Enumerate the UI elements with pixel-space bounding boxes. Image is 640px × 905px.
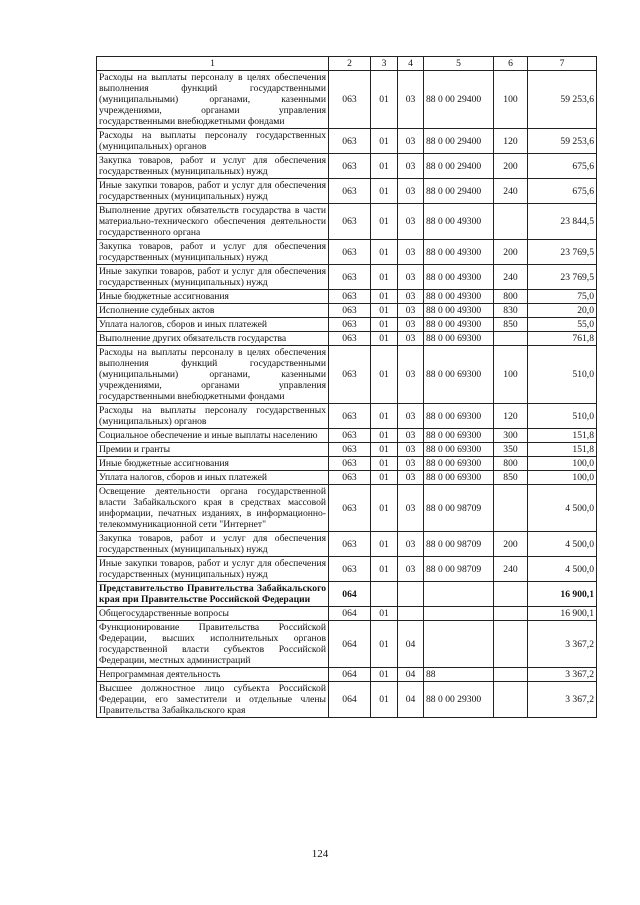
table-row: [97, 332, 597, 346]
cell-target-article: 88 0 00 49300: [424, 265, 494, 290]
cell-ministry-code: 063: [329, 471, 371, 485]
cell-subsection: 04: [398, 668, 424, 682]
cell-target-article: 88 0 00 49300: [424, 304, 494, 318]
cell-target-article: [424, 621, 494, 668]
table-row: [97, 204, 597, 240]
cell-target-article: 88 0 00 49300: [424, 204, 494, 240]
budget-table-page: [96, 56, 596, 718]
cell-ministry-code: 064: [329, 668, 371, 682]
cell-ministry-code: 064: [329, 682, 371, 718]
cell-section: 01: [371, 429, 398, 443]
cell-expense-type: 200: [494, 532, 528, 557]
cell-section: 01: [371, 332, 398, 346]
cell-name: Расходы на выплаты персоналу государственных (муниципальных) органов: [97, 129, 329, 154]
table-row: [97, 607, 597, 621]
cell-name: Расходы на выплаты персоналу государственных (муниципальных) органов: [97, 404, 329, 429]
cell-name: Уплата налогов, сборов и иных платежей: [97, 471, 329, 485]
cell-section: 01: [371, 71, 398, 129]
cell-expense-type: [494, 621, 528, 668]
cell-expense-type: [494, 607, 528, 621]
table-row: [97, 582, 597, 607]
cell-subsection: 04: [398, 682, 424, 718]
cell-ministry-code: 063: [329, 179, 371, 204]
cell-expense-type: 120: [494, 404, 528, 429]
cell-amount: 23 769,5: [528, 265, 597, 290]
cell-subsection: 03: [398, 485, 424, 532]
cell-ministry-code: 063: [329, 485, 371, 532]
cell-ministry-code: 063: [329, 346, 371, 404]
cell-name: Расходы на выплаты персоналу в целях обеспечения выполнения функций государственными (муниципальными) органами, казенными учреждениями, органами управления государственными внебюджетными фондами: [97, 71, 329, 129]
cell-section: 01: [371, 204, 398, 240]
cell-ministry-code: 063: [329, 318, 371, 332]
table-row: [97, 485, 597, 532]
cell-expense-type: 830: [494, 304, 528, 318]
table-row: [97, 429, 597, 443]
table-row: [97, 457, 597, 471]
cell-ministry-code: 063: [329, 457, 371, 471]
table-row: [97, 346, 597, 404]
cell-ministry-code: 063: [329, 290, 371, 304]
cell-section: 01: [371, 532, 398, 557]
cell-name: Иные бюджетные ассигнования: [97, 290, 329, 304]
cell-amount: 675,6: [528, 154, 597, 179]
cell-section: 01: [371, 443, 398, 457]
cell-section: 01: [371, 154, 398, 179]
cell-amount: 4 500,0: [528, 485, 597, 532]
cell-target-article: 88 0 00 69300: [424, 471, 494, 485]
cell-subsection: 03: [398, 179, 424, 204]
table-row: [97, 682, 597, 718]
table-row: [97, 240, 597, 265]
cell-target-article: 88 0 00 29400: [424, 129, 494, 154]
budget-table: [96, 56, 597, 718]
cell-ministry-code: 063: [329, 429, 371, 443]
cell-expense-type: 350: [494, 443, 528, 457]
header-col-4: 4: [398, 57, 424, 71]
cell-expense-type: 300: [494, 429, 528, 443]
cell-target-article: 88 0 00 69300: [424, 332, 494, 346]
cell-expense-type: 850: [494, 471, 528, 485]
cell-amount: 510,0: [528, 404, 597, 429]
cell-expense-type: [494, 668, 528, 682]
cell-subsection: 03: [398, 129, 424, 154]
cell-section: [371, 582, 398, 607]
cell-amount: 23 844,5: [528, 204, 597, 240]
cell-name: Премии и гранты: [97, 443, 329, 457]
cell-amount: 100,0: [528, 471, 597, 485]
cell-target-article: 88 0 00 49300: [424, 318, 494, 332]
cell-subsection: 03: [398, 346, 424, 404]
cell-target-article: 88 0 00 98709: [424, 485, 494, 532]
cell-subsection: 03: [398, 532, 424, 557]
cell-ministry-code: 063: [329, 71, 371, 129]
cell-ministry-code: 063: [329, 557, 371, 582]
cell-name: Иные закупки товаров, работ и услуг для обеспечения государственных (муниципальных) нужд: [97, 179, 329, 204]
cell-section: 01: [371, 304, 398, 318]
cell-name: Освещение деятельности органа государственной власти Забайкальского края в средствах массовой информации, печатных изданиях, в информационно-телекоммуникационной сети "Интернет": [97, 485, 329, 532]
cell-subsection: 03: [398, 557, 424, 582]
cell-section: 01: [371, 290, 398, 304]
cell-target-article: 88 0 00 69300: [424, 443, 494, 457]
cell-ministry-code: 063: [329, 240, 371, 265]
cell-section: 01: [371, 240, 398, 265]
cell-name: Закупка товаров, работ и услуг для обеспечения государственных (муниципальных) нужд: [97, 154, 329, 179]
cell-subsection: 03: [398, 457, 424, 471]
cell-target-article: 88 0 00 69300: [424, 346, 494, 404]
cell-amount: 151,8: [528, 429, 597, 443]
cell-name: Закупка товаров, работ и услуг для обеспечения государственных (муниципальных) нужд: [97, 532, 329, 557]
cell-name: Высшее должностное лицо субъекта Российской Федерации, его заместители и отдельные члены Правительства Забайкальского края: [97, 682, 329, 718]
cell-section: 01: [371, 346, 398, 404]
header-col-3: 3: [371, 57, 398, 71]
cell-name: Общегосударственные вопросы: [97, 607, 329, 621]
cell-target-article: 88 0 00 69300: [424, 429, 494, 443]
cell-ministry-code: 063: [329, 304, 371, 318]
cell-subsection: 04: [398, 621, 424, 668]
table-row: [97, 304, 597, 318]
cell-amount: 675,6: [528, 179, 597, 204]
table-row: [97, 532, 597, 557]
cell-amount: 4 500,0: [528, 557, 597, 582]
cell-expense-type: 240: [494, 265, 528, 290]
table-header-row: [97, 57, 597, 71]
cell-subsection: 03: [398, 304, 424, 318]
cell-amount: 100,0: [528, 457, 597, 471]
cell-subsection: 03: [398, 265, 424, 290]
cell-ministry-code: 063: [329, 532, 371, 557]
header-col-6: 6: [494, 57, 528, 71]
table-row: [97, 129, 597, 154]
cell-ministry-code: 064: [329, 607, 371, 621]
cell-section: 01: [371, 621, 398, 668]
cell-subsection: 03: [398, 404, 424, 429]
cell-amount: 151,8: [528, 443, 597, 457]
cell-expense-type: 800: [494, 290, 528, 304]
cell-amount: 75,0: [528, 290, 597, 304]
cell-subsection: 03: [398, 204, 424, 240]
cell-expense-type: 200: [494, 240, 528, 265]
cell-expense-type: [494, 204, 528, 240]
cell-amount: 59 253,6: [528, 71, 597, 129]
header-col-1: 1: [97, 57, 329, 71]
cell-target-article: 88 0 00 49300: [424, 240, 494, 265]
cell-amount: 510,0: [528, 346, 597, 404]
cell-expense-type: 240: [494, 179, 528, 204]
cell-subsection: 03: [398, 71, 424, 129]
cell-section: 01: [371, 471, 398, 485]
cell-amount: 16 900,1: [528, 607, 597, 621]
cell-expense-type: [494, 332, 528, 346]
cell-amount: 59 253,6: [528, 129, 597, 154]
cell-expense-type: [494, 682, 528, 718]
cell-section: 01: [371, 318, 398, 332]
cell-subsection: 03: [398, 240, 424, 265]
cell-target-article: [424, 607, 494, 621]
cell-expense-type: 200: [494, 154, 528, 179]
header-col-7: 7: [528, 57, 597, 71]
cell-subsection: [398, 582, 424, 607]
page-number: 124: [311, 848, 329, 860]
cell-name: Иные бюджетные ассигнования: [97, 457, 329, 471]
cell-amount: 23 769,5: [528, 240, 597, 265]
cell-name: Социальное обеспечение и иные выплаты населению: [97, 429, 329, 443]
cell-ministry-code: 064: [329, 621, 371, 668]
header-col-2: 2: [329, 57, 371, 71]
table-row: [97, 318, 597, 332]
cell-amount: 16 900,1: [528, 582, 597, 607]
cell-expense-type: 100: [494, 346, 528, 404]
cell-target-article: 88 0 00 29400: [424, 71, 494, 129]
cell-ministry-code: 063: [329, 332, 371, 346]
cell-expense-type: 800: [494, 457, 528, 471]
cell-subsection: 03: [398, 332, 424, 346]
cell-section: 01: [371, 557, 398, 582]
cell-target-article: 88 0 00 69300: [424, 404, 494, 429]
cell-ministry-code: 063: [329, 154, 371, 179]
cell-ministry-code: 063: [329, 265, 371, 290]
cell-ministry-code: 063: [329, 443, 371, 457]
cell-ministry-code: 064: [329, 582, 371, 607]
cell-section: 01: [371, 179, 398, 204]
cell-target-article: 88 0 00 29400: [424, 154, 494, 179]
cell-target-article: 88 0 00 69300: [424, 457, 494, 471]
table-row: [97, 179, 597, 204]
cell-target-article: 88: [424, 668, 494, 682]
cell-subsection: [398, 607, 424, 621]
cell-section: 01: [371, 668, 398, 682]
cell-name: Уплата налогов, сборов и иных платежей: [97, 318, 329, 332]
cell-amount: 3 367,2: [528, 682, 597, 718]
cell-section: 01: [371, 404, 398, 429]
cell-amount: 3 367,2: [528, 668, 597, 682]
cell-section: 01: [371, 265, 398, 290]
cell-target-article: 88 0 00 29400: [424, 179, 494, 204]
cell-name: Иные закупки товаров, работ и услуг для обеспечения государственных (муниципальных) нужд: [97, 557, 329, 582]
cell-name: Закупка товаров, работ и услуг для обеспечения государственных (муниципальных) нужд: [97, 240, 329, 265]
cell-section: 01: [371, 682, 398, 718]
cell-name: Непрограммная деятельность: [97, 668, 329, 682]
cell-name: Выполнение других обязательств государства в части материально-технического обеспечения деятельности государственного органа: [97, 204, 329, 240]
cell-name: Представительство Правительства Забайкальского края при Правительстве Российской Федерации: [97, 582, 329, 607]
cell-subsection: 03: [398, 318, 424, 332]
cell-ministry-code: 063: [329, 129, 371, 154]
cell-name: Расходы на выплаты персоналу в целях обеспечения выполнения функций государственными (муниципальными) органами, казенными учреждениями, органами управления государственными внебюджетными фондами: [97, 346, 329, 404]
table-row: [97, 668, 597, 682]
cell-section: 01: [371, 129, 398, 154]
table-row: [97, 443, 597, 457]
cell-section: 01: [371, 457, 398, 471]
cell-amount: 3 367,2: [528, 621, 597, 668]
cell-amount: 4 500,0: [528, 532, 597, 557]
cell-subsection: 03: [398, 154, 424, 179]
cell-target-article: 88 0 00 29300: [424, 682, 494, 718]
cell-subsection: 03: [398, 429, 424, 443]
cell-amount: 761,8: [528, 332, 597, 346]
table-row: [97, 557, 597, 582]
cell-expense-type: [494, 485, 528, 532]
cell-expense-type: 240: [494, 557, 528, 582]
cell-ministry-code: 063: [329, 204, 371, 240]
cell-section: 01: [371, 485, 398, 532]
cell-subsection: 03: [398, 443, 424, 457]
cell-amount: 55,0: [528, 318, 597, 332]
cell-expense-type: 850: [494, 318, 528, 332]
table-row: [97, 154, 597, 179]
table-row: [97, 290, 597, 304]
cell-name: Выполнение других обязательств государства: [97, 332, 329, 346]
cell-expense-type: 100: [494, 71, 528, 129]
cell-ministry-code: 063: [329, 404, 371, 429]
table-row: [97, 621, 597, 668]
cell-target-article: 88 0 00 98709: [424, 532, 494, 557]
cell-target-article: 88 0 00 98709: [424, 557, 494, 582]
cell-subsection: 03: [398, 471, 424, 485]
cell-name: Иные закупки товаров, работ и услуг для обеспечения государственных (муниципальных) нужд: [97, 265, 329, 290]
table-row: [97, 71, 597, 129]
table-row: [97, 265, 597, 290]
table-row: [97, 471, 597, 485]
header-col-5: 5: [424, 57, 494, 71]
cell-name: Исполнение судебных актов: [97, 304, 329, 318]
cell-name: Функционирование Правительства Российской Федерации, высших исполнительных органов государственной власти субъектов Российской Федерации, местных администраций: [97, 621, 329, 668]
cell-expense-type: 120: [494, 129, 528, 154]
cell-expense-type: [494, 582, 528, 607]
cell-subsection: 03: [398, 290, 424, 304]
table-row: [97, 404, 597, 429]
table-body: [97, 71, 597, 718]
cell-target-article: 88 0 00 49300: [424, 290, 494, 304]
cell-section: 01: [371, 607, 398, 621]
cell-target-article: [424, 582, 494, 607]
cell-amount: 20,0: [528, 304, 597, 318]
